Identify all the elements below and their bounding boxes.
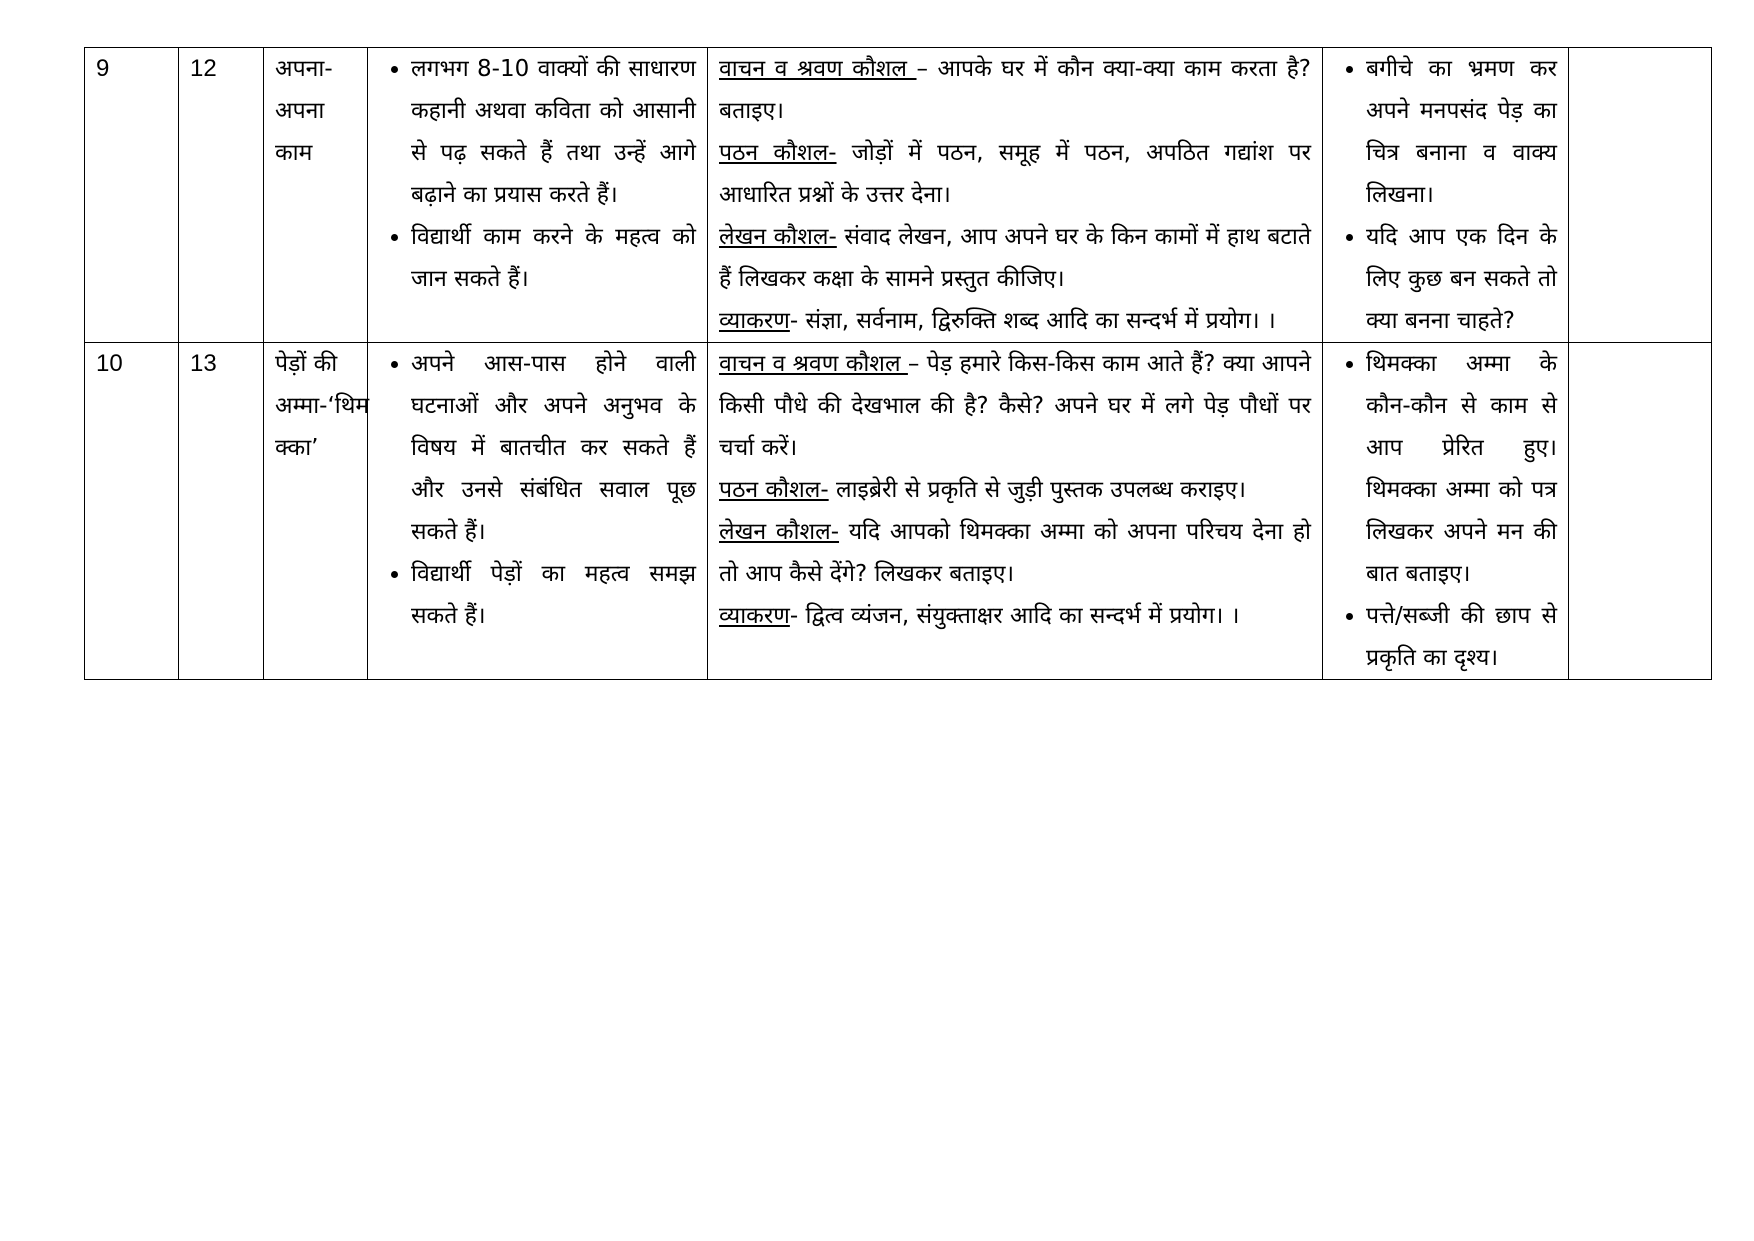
skill-text: जोड़ों में पठन, समूह में पठन, अपठित गद्यांश पर आधारित प्रश्नों के उत्तर देना।: [719, 140, 1311, 208]
outcomes-list: [379, 48, 696, 300]
skill-writing: [719, 511, 1311, 595]
list-item: • थिमक्का अम्मा के कौन-कौन से काम से आप प्रेरित हुए। थिमक्का अम्मा को पत्र लिखकर अपने मन की बात बताइए।: [1366, 343, 1557, 595]
skill-text: लाइब्रेरी से प्रकृति से जुड़ी पुस्तक उपलब्ध कराइए।: [828, 477, 1246, 503]
skills-cell: [708, 343, 1323, 680]
skill-label: पठन कौशल-: [719, 140, 837, 166]
list-item: • लगभग 8-10 वाक्यों की साधारण कहानी अथवा कविता को आसानी से पढ़ सकते हैं तथा उन्हें आगे बढ़ाने का प्रयास करते हैं।: [411, 48, 696, 216]
skill-label: व्याकरण: [719, 308, 790, 334]
learning-outcomes-cell: [368, 48, 708, 343]
skill-reading: [719, 469, 1311, 511]
skill-label: व्याकरण: [719, 603, 790, 629]
learning-outcomes-cell: [368, 343, 708, 680]
skill-label: वाचन व श्रवण कौशल: [719, 351, 908, 377]
skill-listening-speaking: [719, 48, 1311, 132]
skill-label: लेखन कौशल-: [719, 519, 840, 545]
skill-grammar: [719, 300, 1311, 342]
lesson-plan-table: [84, 47, 1712, 680]
skill-text: – आपके घर में कौन क्या-क्या काम करता है? बताइए।: [719, 56, 1311, 124]
serial-number-cell: 9: [85, 48, 179, 343]
activities-list: [1334, 343, 1557, 679]
skill-writing: [719, 216, 1311, 300]
skill-label: लेखन कौशल-: [719, 224, 837, 250]
lesson-title-cell: अपना-अपना काम: [264, 48, 368, 343]
skill-text: - द्वित्व व्यंजन, संयुक्ताक्षर आदि का सन्दर्भ में प्रयोग। ।: [789, 603, 1240, 629]
skill-text: - संज्ञा, सर्वनाम, द्विरुक्ति शब्द आदि का सन्दर्भ में प्रयोग। ।: [789, 308, 1276, 334]
skill-text: यदि आपको थिमक्का अम्मा को अपना परिचय देना हो तो आप कैसे देंगे? लिखकर बताइए।: [719, 519, 1312, 587]
outcomes-list: [379, 343, 696, 637]
lesson-number-cell: 12: [179, 48, 264, 343]
lesson-title-cell: पेड़ों की अम्मा-‘थिम क्का’: [264, 343, 368, 680]
list-item: • अपने आस-पास होने वाली घटनाओं और अपने अनुभव के विषय में बातचीत कर सकते हैं और उनसे संबंधित सवाल पूछ सकते हैं।: [411, 343, 696, 553]
skill-text: – पेड़ हमारे किस-किस काम आते हैं? क्या आपने किसी पौधे की देखभाल की है? कैसे? अपने घर में लगे पेड़ पौधों पर चर्चा करें।: [719, 351, 1311, 461]
skill-listening-speaking: [719, 343, 1311, 469]
list-item: • विद्यार्थी काम करने के महत्व को जान सकते हैं।: [411, 216, 696, 300]
skill-label: वाचन व श्रवण कौशल: [719, 56, 917, 82]
list-item: • बगीचे का भ्रमण कर अपने मनपसंद पेड़ का चित्र बनाना व वाक्य लिखना।: [1366, 48, 1557, 216]
lesson-number-cell: 13: [179, 343, 264, 680]
list-item: • विद्यार्थी पेड़ों का महत्व समझ सकते हैं।: [411, 553, 696, 637]
list-item: • पत्ते/सब्जी की छाप से प्रकृति का दृश्य।: [1366, 595, 1557, 679]
skill-reading: [719, 132, 1311, 216]
remarks-cell: [1569, 48, 1712, 343]
table-row: [85, 343, 1712, 680]
activities-list: [1334, 48, 1557, 342]
activities-cell: [1323, 343, 1569, 680]
skill-grammar: [719, 595, 1311, 637]
list-item: • यदि आप एक दिन के लिए कुछ बन सकते तो क्या बनना चाहते?: [1366, 216, 1557, 342]
skill-label: पठन कौशल-: [719, 477, 829, 503]
serial-number-cell: 10: [85, 343, 179, 680]
remarks-cell: [1569, 343, 1712, 680]
table-row: [85, 48, 1712, 343]
skill-text: संवाद लेखन, आप अपने घर के किन कामों में हाथ बटाते हैं लिखकर कक्षा के सामने प्रस्तुत कीजिए।: [719, 224, 1311, 292]
skills-cell: [708, 48, 1323, 343]
activities-cell: [1323, 48, 1569, 343]
